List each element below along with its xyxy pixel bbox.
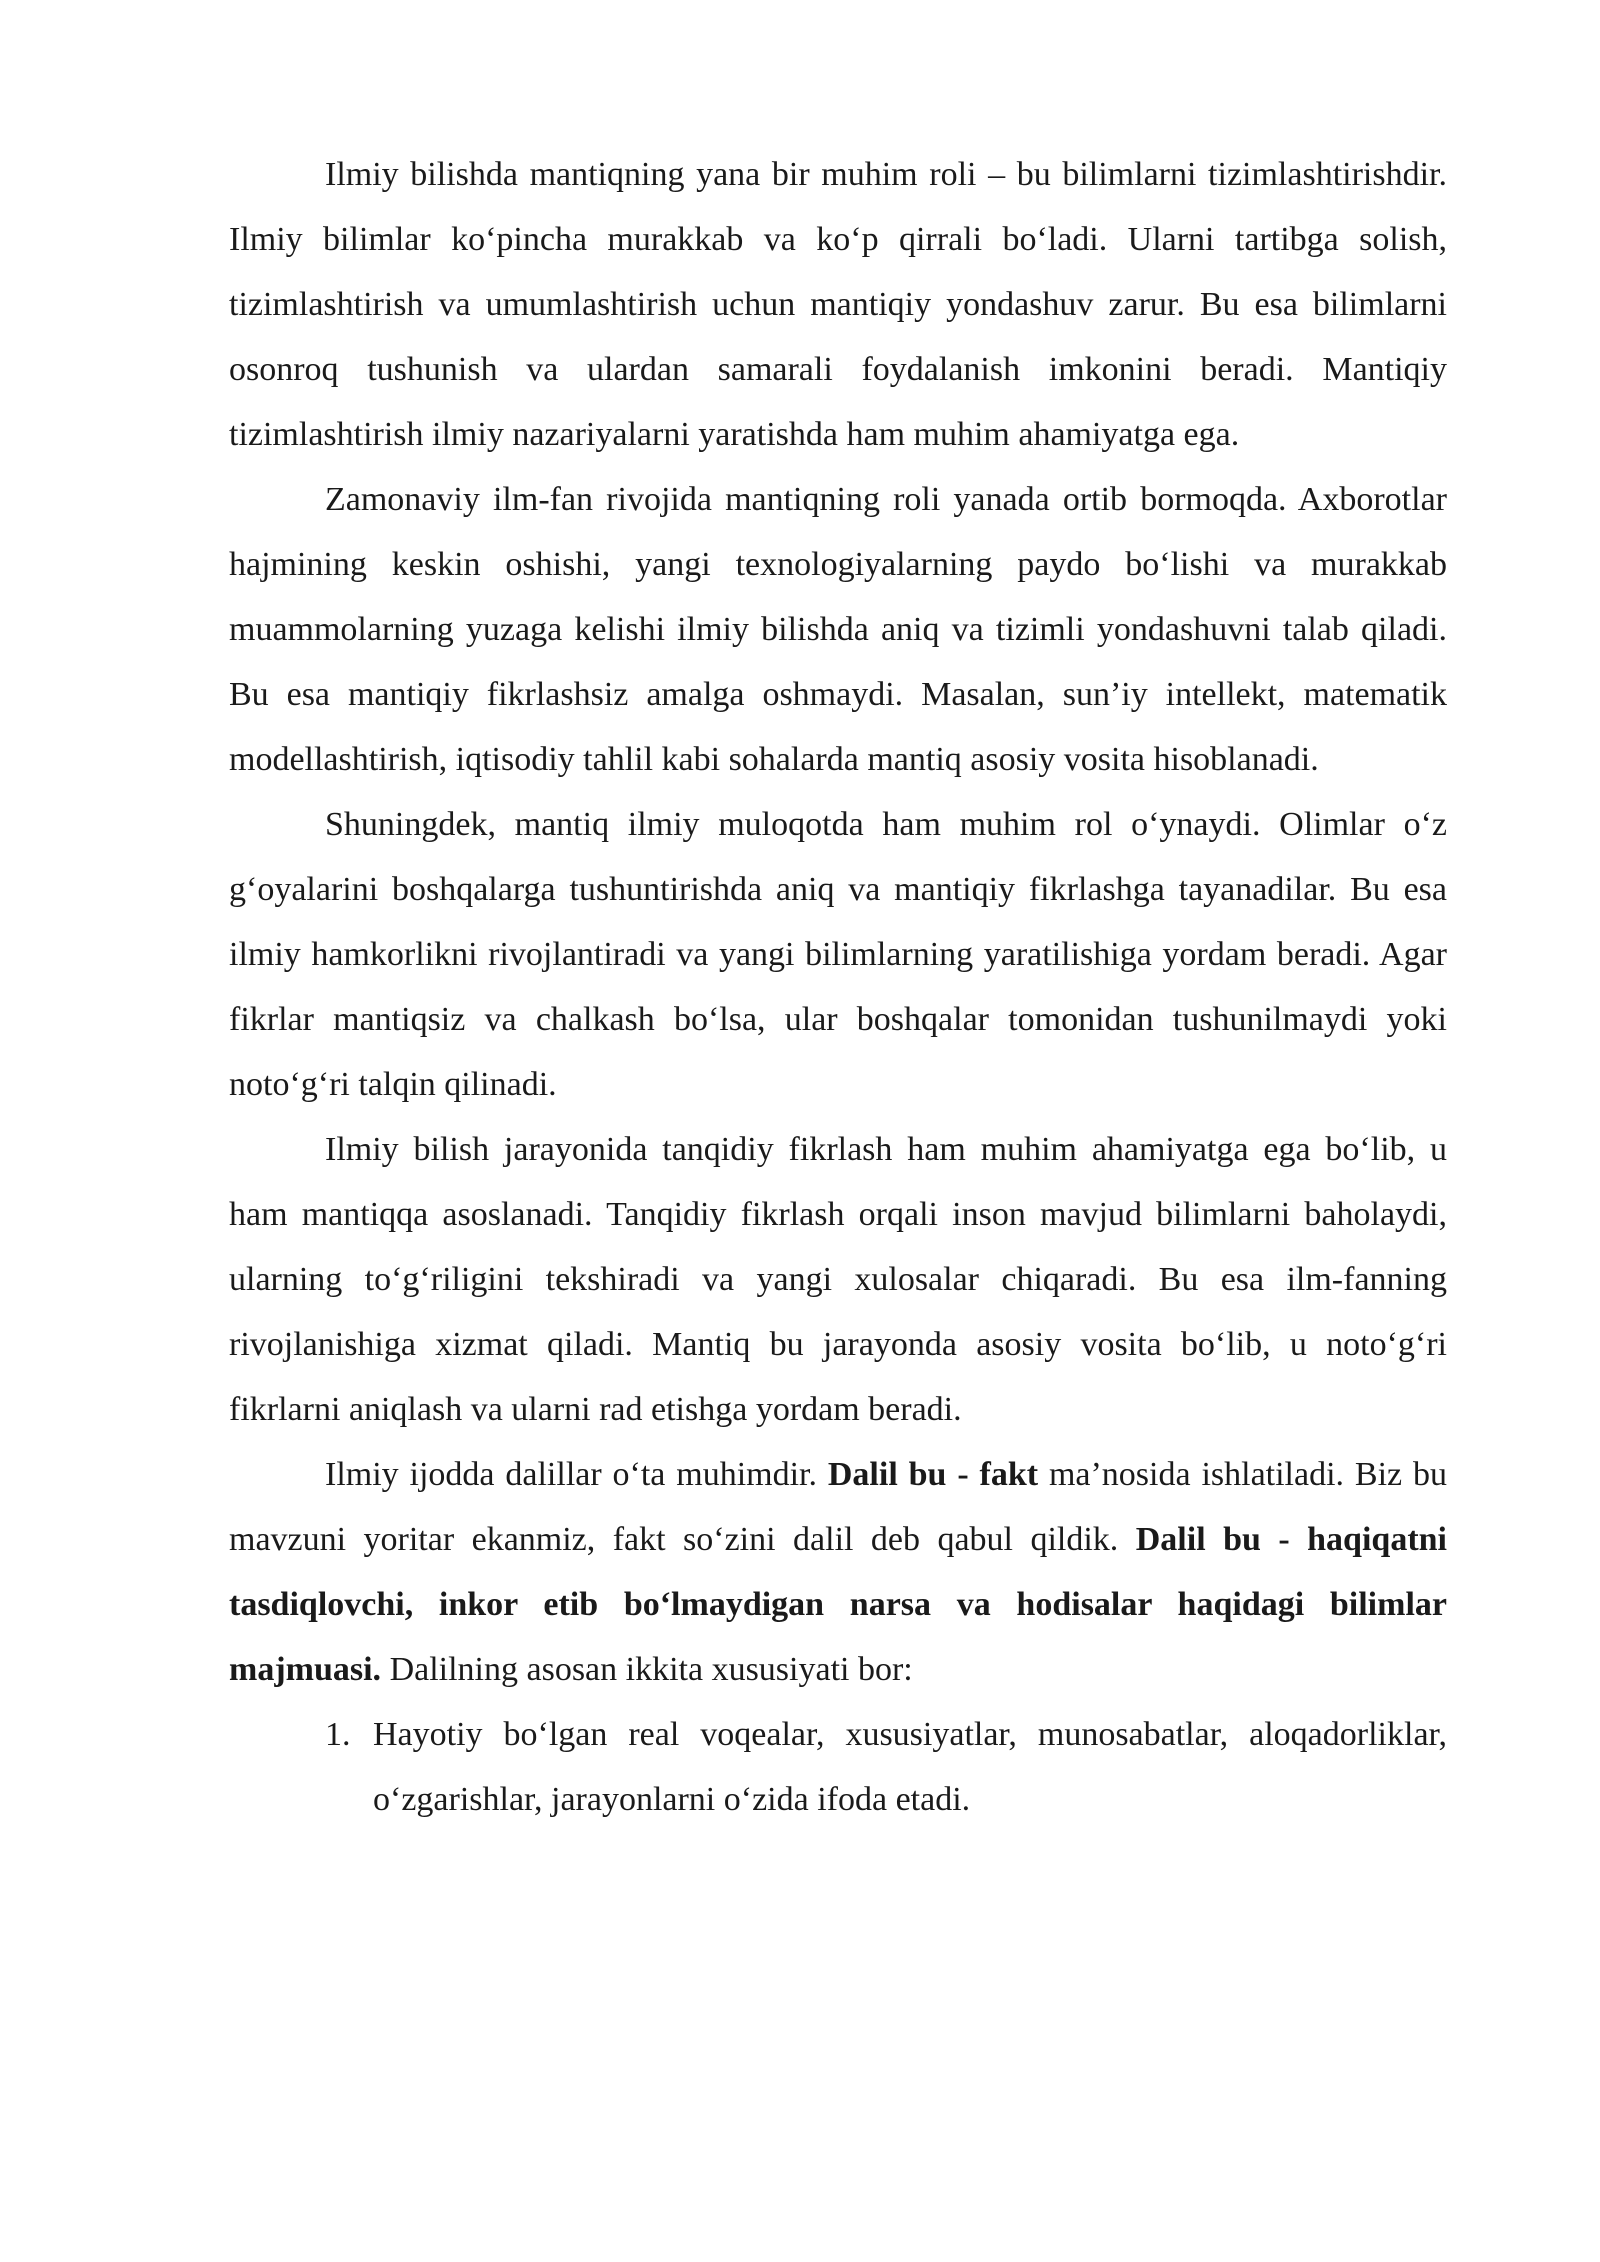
- list-item: [325, 1702, 1447, 1832]
- paragraph-modern-science: Zamonaviy ilm-fan rivojida mantiqning roli yanada ortib bormoqda. Axborotlar hajmining keskin oshishi, yangi texnologiyalarning paydo bo‘lishi va murakkab muammolarning yuzaga kelishi ilmiy bilishda aniq va tizimli yondashuvni talab qiladi. Bu esa mantiqiy fikrlashsiz amalga oshmaydi. Masalan, sun’iy intellekt, matematik modellashtirish, iqtisodiy tahlil kabi sohalarda mantiq asosiy vosita hisoblanadi.: [229, 481, 1447, 778]
- list-item-number: 1.: [325, 1716, 351, 1753]
- paragraph-evidence: [229, 1442, 1447, 1702]
- paragraph-critical-thinking: Ilmiy bilish jarayonida tanqidiy fikrlash ham muhim ahamiyatga ega bo‘lib, u ham mantiqqa asoslanadi. Tanqidiy fikrlash orqali inson mavjud bilimlarni baholaydi, ularning to‘g‘riligini tekshiradi va yangi xulosalar chiqaradi. Bu esa ilm-fanning rivojlanishiga xizmat qiladi. Mantiq bu jarayonda asosiy vosita bo‘lib, u noto‘g‘ri fikrlarni aniqlash va ularni rad etishga yordam beradi.: [229, 1131, 1447, 1428]
- evidence-text-2: ma’nosida ishlatiladi. Biz bu mavzuni yoritar ekanmiz, fakt so‘zini dalil deb qabul qildik.: [229, 1456, 1447, 1558]
- evidence-text-3: Dalilning asosan ikkita xususiyati bor:: [381, 1651, 913, 1688]
- paragraph-systematization: Ilmiy bilishda mantiqning yana bir muhim roli – bu bilimlarni tizimlashtirishdir. Ilmiy bilimlar ko‘pincha murakkab va ko‘p qirrali bo‘ladi. Ularni tartibga solish, tizimlashtirish va umumlashtirish uchun mantiqiy yondashuv zarur. Bu esa bilimlarni osonroq tushunish va ulardan samarali foydalanish imkonini beradi. Mantiqiy tizimlashtirish ilmiy nazariyalarni yaratishda ham muhim ahamiyatga ega.: [229, 156, 1447, 453]
- paragraph-scientific-communication: Shuningdek, mantiq ilmiy muloqotda ham muhim rol o‘ynaydi. Olimlar o‘z g‘oyalarini boshqalarga tushuntirishda aniq va mantiqiy fikrlashga tayanadilar. Bu esa ilmiy hamkorlikni rivojlantiradi va yangi bilimlarning yaratilishiga yordam beradi. Agar fikrlar mantiqsiz va chalkash bo‘lsa, ular boshqalar tomonidan tushunilmaydi yoki noto‘g‘ri talqin qilinadi.: [229, 806, 1447, 1103]
- evidence-text-1: Ilmiy ijodda dalillar o‘ta muhimdir.: [325, 1456, 828, 1493]
- evidence-bold-definition-1: Dalil bu - fakt: [827, 1456, 1039, 1493]
- list-item-text: Hayotiy bo‘lgan real voqealar, xususiyatlar, munosabatlar, aloqadorliklar, o‘zgarishlar, jarayonlarni o‘zida ifoda etadi.: [373, 1716, 1447, 1818]
- evidence-bold-definition-2: Dalil bu - haqiqatni tasdiqlovchi, inkor etib bo‘lmaydigan narsa va hodisalar haqidagi bilimlar majmuasi.: [229, 1521, 1447, 1688]
- evidence-properties-list: [229, 1702, 1447, 1832]
- document-body: [229, 142, 1447, 1832]
